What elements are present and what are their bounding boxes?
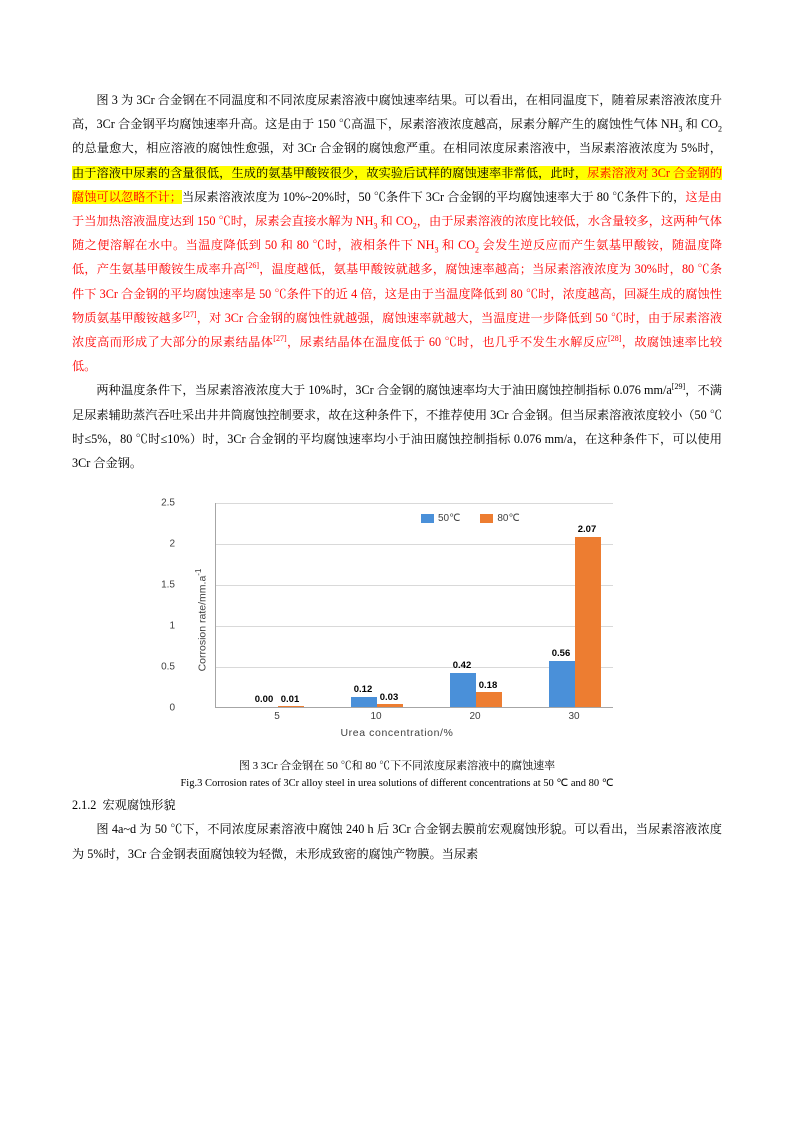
figure-3 xyxy=(72,489,722,751)
section-title: 宏观腐蚀形貌 xyxy=(102,798,176,813)
x-tick-5: 5 xyxy=(274,711,280,723)
p1-ref-27a: [27] xyxy=(183,309,197,319)
value-50c-5: 0.00 xyxy=(254,694,274,706)
chart-legend xyxy=(421,513,534,524)
gridline-2.5 xyxy=(216,503,613,504)
bar-chart xyxy=(157,489,637,751)
p1-ref-26: [26] xyxy=(245,261,259,271)
p1-red-8: ，尿素结晶体在温度低于 60 ℃时，也几乎不发生水解反应 xyxy=(286,335,609,350)
bar-80c-30 xyxy=(575,537,601,707)
x-axis-title: Urea concentration/% xyxy=(340,727,454,740)
p1-part-c: 的总量愈大，相应溶液的腐蚀性愈强，对 3Cr 合金钢的腐蚀愈严重。在相同浓度尿素溶液中，当尿素溶液浓度为 5%时， xyxy=(72,141,722,156)
p1-red-sub-2: 2 xyxy=(412,221,417,231)
p1-red-4: 和 CO xyxy=(438,238,476,253)
p2-part-a: 两种温度条件下，当尿素溶液浓度大于 10%时，3Cr 合金钢的腐蚀速率均大于油田腐蚀控制指标 0.076 mm/a xyxy=(96,383,672,398)
p1-red-1: 这是由于当加热溶液温度达到 150 ℃时，尿素会直接水解为 NH xyxy=(72,189,722,229)
p1-ref-27b: [27] xyxy=(273,333,287,343)
p1-highlight-1: 由于溶液中尿素的含量很低，生成的氨基甲酸铵很少，故实验后试样的腐蚀速率非常低，此时， xyxy=(72,165,588,180)
legend-label-50c: 50℃ xyxy=(438,513,461,525)
y-axis-title xyxy=(193,568,209,672)
p1-part-b: 和 CO xyxy=(682,117,718,132)
p1-ref-28: [28] xyxy=(608,333,622,343)
y-tick-1: 1 xyxy=(169,620,175,632)
p1-part-d: 当尿素溶液浓度为 10%~20%时，50 ℃条件下 3Cr 合金钢的平均腐蚀速率大于 80 ℃条件下的， xyxy=(181,189,686,204)
x-tick-20: 20 xyxy=(469,711,481,723)
value-50c-10: 0.12 xyxy=(353,684,373,696)
p1-red-3: ，由于尿素溶液的浓度比较低，水含量较多，这两种气体随之便溶解在水中。当温度降低到 50 和 80 ℃时，液相条件下 NH xyxy=(72,214,722,253)
bar-80c-10 xyxy=(377,704,403,707)
value-50c-20: 0.42 xyxy=(452,660,472,672)
legend-swatch-50c xyxy=(421,514,434,523)
p1-highlight-2: 尿素溶液对 3Cr 合金钢的腐蚀可以忽略不计； xyxy=(72,165,722,204)
p1-sub-1: 3 xyxy=(678,124,683,134)
p2-part-b: ，不满足尿素辅助蒸汽吞吐采出井井筒腐蚀控制要求，故在这种条件下，不推荐使用 3Cr 合金钢。但当尿素溶液浓度较小（50 ℃时≤5%，80 ℃时≤10%）时，3Cr 合金钢的平均腐蚀速率均小于油田腐蚀控制指标 0.076 mm/a，在这种条件下，可以使用 3Cr 合金钢。 xyxy=(72,383,722,471)
p2-ref-29: [29] xyxy=(671,382,686,392)
section-heading xyxy=(72,793,722,817)
p1-red-sub-3: 3 xyxy=(434,245,439,255)
figure-caption-cn: 图 3 3Cr 合金钢在 50 ℃和 80 ℃下不同浓度尿素溶液中的腐蚀速率 xyxy=(238,760,556,773)
p1-part-a: 图 3 为 3Cr 合金钢在不同温度和不同浓度尿素溶液中腐蚀速率结果。可以看出，在相同温度下，随着尿素溶液浓度升高，3Cr 合金钢平均腐蚀速率升高。这是由于 150 ℃高温下，尿素溶液浓度越高，尿素分解产生的腐蚀性气体 NH xyxy=(72,93,722,132)
y-tick-2.5: 2.5 xyxy=(161,497,175,509)
bar-50c-30 xyxy=(549,661,575,707)
bar-80c-20 xyxy=(476,692,502,707)
paragraph-3: 图 4a~d 为 50 ℃下，不同浓度尿素溶液中腐蚀 240 h 后 3Cr 合金钢去膜前宏观腐蚀形貌。可以看出，当尿素溶液浓度为 5%时，3Cr 合金钢表面腐蚀较为轻微，未形成致密的腐蚀产物膜。当尿素 xyxy=(72,822,722,861)
plot-area xyxy=(215,503,613,708)
bar-50c-20 xyxy=(450,673,476,707)
bar-50c-10 xyxy=(351,697,377,707)
x-tick-30: 30 xyxy=(568,711,580,723)
section-number: 2.1.2 xyxy=(72,798,97,813)
y-axis-title-text: Corrosion rate/$mm.a^{-1}$ xyxy=(193,568,209,672)
value-80c-30: 2.07 xyxy=(577,524,597,536)
gridline-2 xyxy=(216,544,613,545)
p1-sub-2: 2 xyxy=(718,124,722,134)
gridline-1 xyxy=(216,626,613,627)
paragraph-1 xyxy=(72,88,722,378)
paragraph-2 xyxy=(72,378,722,475)
y-tick-1.5: 1.5 xyxy=(161,579,175,591)
p1-red-9: ，故腐蚀速率比较低。 xyxy=(72,335,723,374)
gridline-1.5 xyxy=(216,585,613,586)
p1-red-2: 和 CO xyxy=(377,214,413,229)
legend-swatch-80c xyxy=(480,514,493,523)
y-tick-2: 2 xyxy=(169,538,175,550)
p1-red-sub-1: 3 xyxy=(373,221,378,231)
bar-80c-5 xyxy=(278,706,304,707)
p1-red-6: ，温度越低，氨基甲酸铵就越多，腐蚀速率越高；当尿素溶液浓度为 30%时，80 ℃条件下 3Cr 合金钢的平均腐蚀速率是 50 ℃条件下的近 4 倍，这是由于当温度降低到 80 ℃时，浓度越高，回凝生成的腐蚀性物质氨基甲酸铵越多 xyxy=(72,262,723,325)
p1-red-5: 会发生逆反应而产生氨基甲酸铵，随温度降低，产生氨基甲酸铵生成率升高 xyxy=(72,238,723,277)
p1-red-sub-4: 2 xyxy=(475,245,480,255)
value-80c-5: 0.01 xyxy=(280,694,300,706)
legend-label-80c: 80℃ xyxy=(497,513,520,525)
x-tick-10: 10 xyxy=(370,711,382,723)
y-tick-0: 0 xyxy=(169,702,175,714)
p1-red-7: ，对 3Cr 合金钢的腐蚀性就越强，腐蚀速率就越大，当温度进一步降低到 50 ℃时，由于尿素溶液浓度高而形成了大部分的尿素结晶体 xyxy=(72,310,723,350)
y-tick-0.5: 0.5 xyxy=(161,661,175,673)
value-50c-30: 0.56 xyxy=(551,648,571,660)
legend-item-50c xyxy=(421,513,460,524)
value-80c-10: 0.03 xyxy=(379,692,399,704)
figure-caption-en: Fig.3 Corrosion rates of 3Cr alloy steel in urea solutions of different concentrations at 50 ℃ and 80 ℃ xyxy=(180,778,614,790)
legend-item-80c xyxy=(480,513,519,524)
value-80c-20: 0.18 xyxy=(478,680,498,692)
